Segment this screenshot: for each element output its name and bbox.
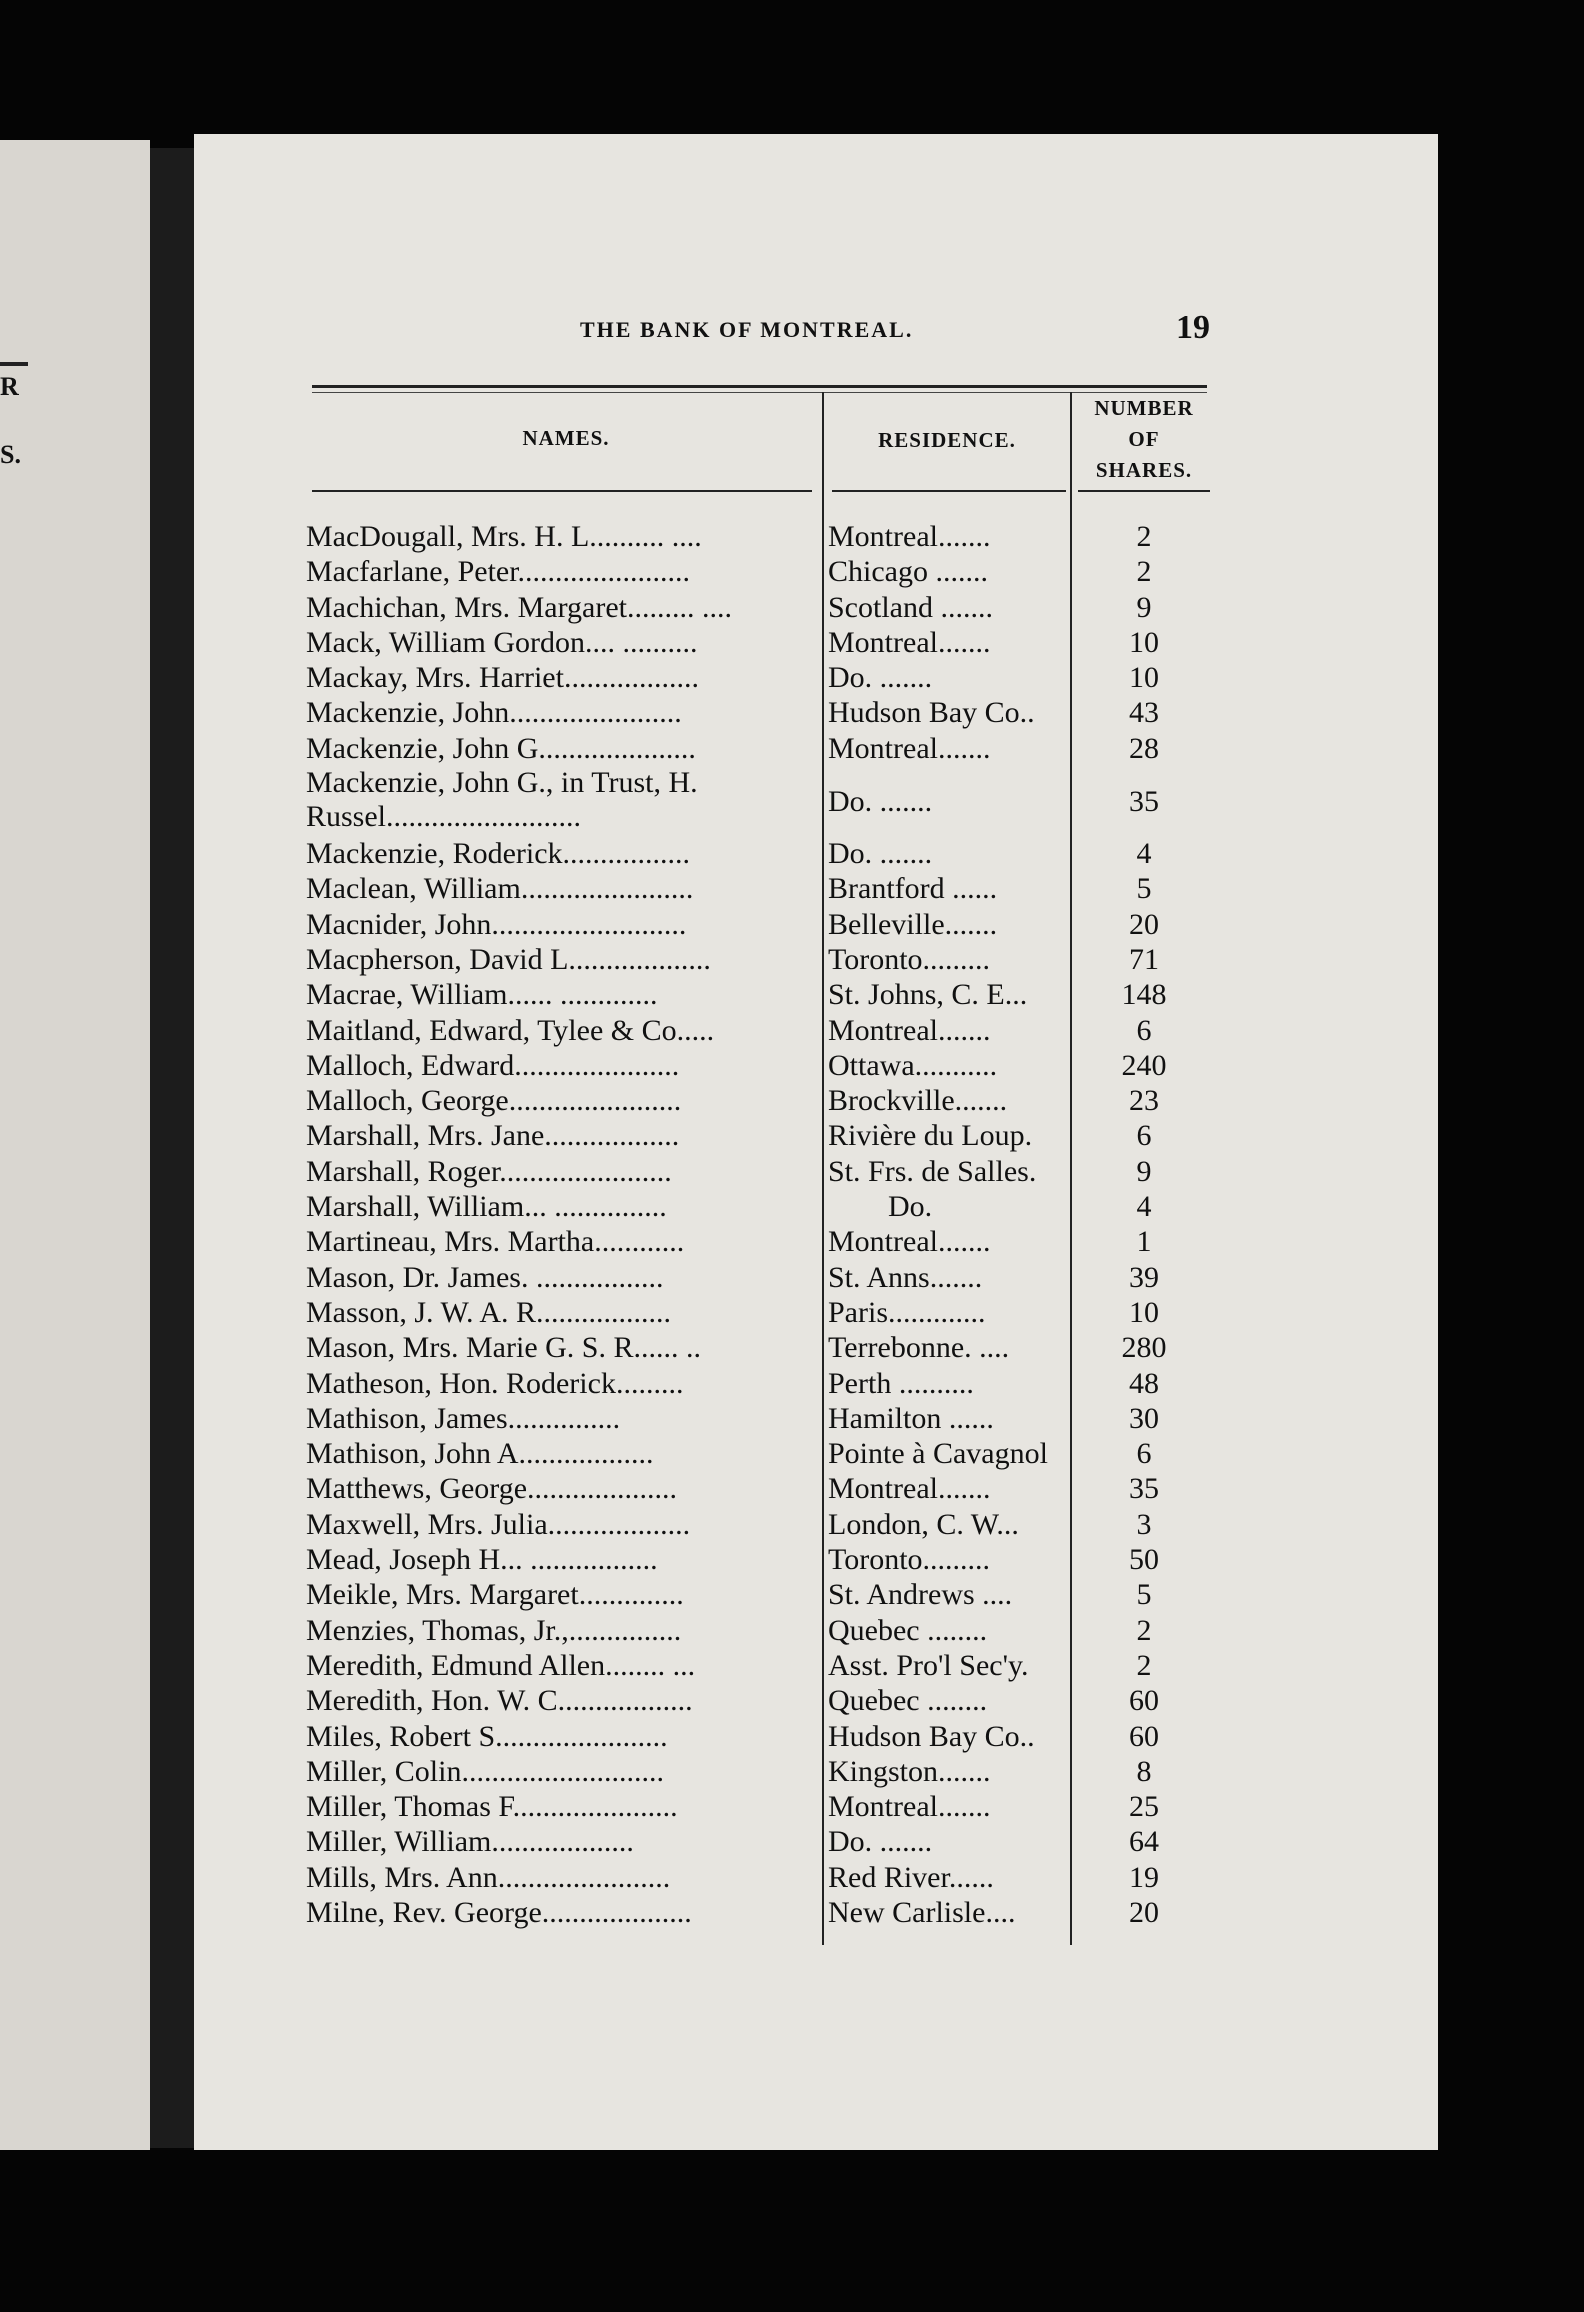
residence: Montreal....... xyxy=(828,520,991,553)
residence: Montreal....... xyxy=(828,1472,991,1506)
table-row xyxy=(0,1613,1584,1648)
table-row xyxy=(0,1754,1584,1789)
table-row xyxy=(0,1330,1584,1365)
table-row xyxy=(0,1824,1584,1859)
residence: Perth .......... xyxy=(828,1366,974,1400)
share-count: 9 xyxy=(1136,590,1152,624)
column-header-shares xyxy=(1074,393,1214,486)
table-row xyxy=(0,695,1584,730)
residence: London, C. W... xyxy=(828,1507,1019,1541)
table-row xyxy=(0,977,1584,1012)
column-underline xyxy=(1078,490,1210,492)
residence: Terrebonne. .... xyxy=(828,1331,1010,1365)
shareholder-name: Macfarlane, Peter....................... xyxy=(306,555,691,589)
shareholder-name: Masson, J. W. A. R.................. xyxy=(306,1295,672,1329)
shareholder-name: Miles, Robert S....................... xyxy=(306,1719,668,1753)
shareholder-name: Matheson, Hon. Roderick......... xyxy=(306,1366,684,1400)
table-row xyxy=(0,660,1584,695)
table-row xyxy=(0,1013,1584,1048)
running-header: THE BANK OF MONTREAL. xyxy=(580,317,914,342)
shareholder-name: Mackenzie, John G..................... xyxy=(306,731,696,765)
table-row xyxy=(0,1260,1584,1295)
shareholder-name: Malloch, George....................... xyxy=(306,1084,682,1118)
column-header-names: NAMES. xyxy=(522,426,610,450)
share-count: 20 xyxy=(1129,1895,1159,1929)
page-number: 19 xyxy=(1176,309,1210,346)
residence: New Carlisle.... xyxy=(828,1895,1016,1929)
shareholder-name: Mead, Joseph H... ................. xyxy=(306,1543,658,1577)
share-count: 60 xyxy=(1129,1684,1159,1718)
table-row xyxy=(0,1789,1584,1824)
residence: St. Johns, C. E... xyxy=(828,978,1028,1012)
residence: Montreal....... xyxy=(828,1225,991,1259)
shareholder-name: Milne, Rev. George.................... xyxy=(306,1895,692,1929)
column-header-shares-line: SHARES. xyxy=(1095,458,1193,482)
residence: St. Andrews .... xyxy=(828,1578,1013,1612)
shareholder-name: Meredith, Edmund Allen........ ... xyxy=(306,1648,696,1682)
share-count: 4 xyxy=(1136,837,1152,871)
shareholder-name: Machichan, Mrs. Margaret......... .... xyxy=(306,590,733,624)
residence: Toronto......... xyxy=(828,942,991,976)
table-row xyxy=(0,1118,1584,1153)
residence: Do. xyxy=(888,1190,933,1224)
header-rule-thin xyxy=(312,392,1207,393)
shareholder-name: Mathison, John A.................. xyxy=(306,1437,654,1471)
share-count: 2 xyxy=(1136,1648,1152,1682)
table-row xyxy=(0,1895,1584,1930)
residence: Red River...... xyxy=(828,1860,994,1894)
table-row xyxy=(0,836,1584,871)
residence: Belleville....... xyxy=(828,907,998,941)
table-row xyxy=(0,590,1584,625)
shareholder-name: Marshall, Roger....................... xyxy=(306,1154,672,1188)
table-row xyxy=(0,731,1584,766)
residence: Hudson Bay Co.. xyxy=(828,1719,1035,1753)
table-row xyxy=(0,1507,1584,1542)
share-count: 240 xyxy=(1121,1048,1167,1082)
share-count: 9 xyxy=(1136,1154,1152,1188)
shareholder-name: Miller, Colin........................... xyxy=(306,1754,664,1788)
residence: Pointe à Cavagnol xyxy=(828,1437,1048,1471)
table-row xyxy=(0,766,1584,836)
share-count: 5 xyxy=(1136,872,1152,906)
share-count: 48 xyxy=(1129,1366,1159,1400)
table-row xyxy=(0,1366,1584,1401)
share-count: 35 xyxy=(1129,785,1159,819)
share-count: 28 xyxy=(1129,731,1159,765)
share-count: 25 xyxy=(1129,1790,1159,1824)
column-underline xyxy=(832,490,1066,492)
residence: St. Frs. de Salles. xyxy=(828,1154,1037,1188)
table-row xyxy=(0,1224,1584,1259)
shareholder-name: Matthews, George.................... xyxy=(306,1472,678,1506)
share-count: 20 xyxy=(1129,907,1159,941)
share-count: 10 xyxy=(1129,1295,1159,1329)
column-header-residence: RESIDENCE. xyxy=(878,428,1016,452)
shareholder-name: Macnider, John.......................... xyxy=(306,907,687,941)
share-count: 148 xyxy=(1121,978,1167,1012)
residence: Quebec ........ xyxy=(828,1613,988,1647)
table-row xyxy=(0,907,1584,942)
shareholder-name: Miller, William................... xyxy=(306,1825,634,1859)
residence: Chicago ....... xyxy=(828,555,988,589)
shareholder-table xyxy=(0,519,1584,1930)
shareholder-name: Macrae, William...... ............. xyxy=(306,978,658,1012)
table-row xyxy=(0,1401,1584,1436)
column-header-shares-line: OF xyxy=(1128,427,1160,451)
left-page-fragment: R xyxy=(0,372,19,401)
residence: Brockville....... xyxy=(828,1084,1008,1118)
share-count: 50 xyxy=(1129,1543,1159,1577)
table-row xyxy=(0,871,1584,906)
residence: Do. ....... xyxy=(828,1825,933,1859)
share-count: 4 xyxy=(1136,1190,1152,1224)
table-row xyxy=(0,1648,1584,1683)
share-count: 43 xyxy=(1129,696,1159,730)
share-count: 35 xyxy=(1129,1472,1159,1506)
share-count: 5 xyxy=(1136,1578,1152,1612)
table-row xyxy=(0,1295,1584,1330)
table-row xyxy=(0,1471,1584,1506)
share-count: 39 xyxy=(1129,1260,1159,1294)
share-count: 6 xyxy=(1136,1119,1152,1153)
table-row xyxy=(0,1719,1584,1754)
residence: Do. ....... xyxy=(828,661,933,695)
share-count: 2 xyxy=(1136,520,1152,553)
column-header-shares-line: NUMBER xyxy=(1094,396,1194,420)
residence: Asst. Pro'l Sec'y. xyxy=(828,1648,1029,1682)
residence: Scotland ....... xyxy=(828,590,993,624)
residence: St. Anns....... xyxy=(828,1260,983,1294)
share-count: 3 xyxy=(1136,1507,1152,1541)
share-count: 1 xyxy=(1136,1225,1152,1259)
left-page-fragment: S. xyxy=(0,440,21,469)
table-row xyxy=(0,1048,1584,1083)
shareholder-name: Maclean, William....................... xyxy=(306,872,694,906)
table-row xyxy=(0,519,1584,554)
share-count: 64 xyxy=(1129,1825,1159,1859)
residence: Hamilton ...... xyxy=(828,1401,994,1435)
shareholder-name: Mackenzie, John G., in Trust, H. Russel.......................... xyxy=(306,766,698,834)
table-row xyxy=(0,942,1584,977)
residence: Montreal....... xyxy=(828,1790,991,1824)
shareholder-name: Marshall, William... ............... xyxy=(306,1190,667,1224)
shareholder-name: Mathison, James............... xyxy=(306,1401,621,1435)
shareholder-name: Macpherson, David L................... xyxy=(306,942,711,976)
shareholder-name: Meikle, Mrs. Margaret.............. xyxy=(306,1578,684,1612)
table-row xyxy=(0,1189,1584,1224)
share-count: 8 xyxy=(1136,1754,1152,1788)
residence: Brantford ...... xyxy=(828,872,998,906)
share-count: 10 xyxy=(1129,625,1159,659)
share-count: 2 xyxy=(1136,1613,1152,1647)
residence: Rivière du Loup. xyxy=(828,1119,1033,1153)
residence: Montreal....... xyxy=(828,625,991,659)
shareholder-name: Meredith, Hon. W. C.................. xyxy=(306,1684,693,1718)
share-count: 71 xyxy=(1129,942,1159,976)
table-row xyxy=(0,625,1584,660)
share-count: 280 xyxy=(1121,1331,1167,1365)
shareholder-name: Mackenzie, John....................... xyxy=(306,696,682,730)
share-count: 10 xyxy=(1129,661,1159,695)
share-count: 2 xyxy=(1136,555,1152,589)
residence: Montreal....... xyxy=(828,1013,991,1047)
residence: Ottawa........... xyxy=(828,1048,998,1082)
table-row xyxy=(0,554,1584,589)
shareholder-name: Maitland, Edward, Tylee & Co..... xyxy=(306,1013,715,1047)
shareholder-name: Mason, Dr. James. ................. xyxy=(306,1260,664,1294)
residence: Do. ....... xyxy=(828,837,933,871)
share-count: 6 xyxy=(1136,1013,1152,1047)
residence: Kingston....... xyxy=(828,1754,991,1788)
share-count: 30 xyxy=(1129,1401,1159,1435)
table-row xyxy=(0,1436,1584,1471)
residence: Paris............. xyxy=(828,1295,986,1329)
shareholder-name: Malloch, Edward...................... xyxy=(306,1048,680,1082)
shareholder-name: Mackenzie, Roderick................. xyxy=(306,837,691,871)
shareholder-name: Miller, Thomas F...................... xyxy=(306,1790,678,1824)
shareholder-name: Marshall, Mrs. Jane.................. xyxy=(306,1119,680,1153)
residence: Hudson Bay Co.. xyxy=(828,696,1035,730)
residence: Do. ....... xyxy=(828,785,933,819)
share-count: 23 xyxy=(1129,1084,1159,1118)
share-count: 19 xyxy=(1129,1860,1159,1894)
residence: Quebec ........ xyxy=(828,1684,988,1718)
shareholder-name: Mason, Mrs. Marie G. S. R...... .. xyxy=(306,1331,701,1365)
shareholder-name: MacDougall, Mrs. H. L.......... .... xyxy=(306,520,702,553)
table-row xyxy=(0,1683,1584,1718)
header-rule xyxy=(312,385,1207,388)
share-count: 6 xyxy=(1136,1437,1152,1471)
shareholder-name: Martineau, Mrs. Martha............ xyxy=(306,1225,685,1259)
table-row xyxy=(0,1154,1584,1189)
left-page-rule xyxy=(0,362,28,366)
table-row xyxy=(0,1542,1584,1577)
shareholder-name: Mackay, Mrs. Harriet.................. xyxy=(306,661,699,695)
residence: Montreal....... xyxy=(828,731,991,765)
shareholder-name: Menzies, Thomas, Jr.,............... xyxy=(306,1613,682,1647)
share-count: 60 xyxy=(1129,1719,1159,1753)
residence: Toronto......... xyxy=(828,1543,991,1577)
table-row xyxy=(0,1860,1584,1895)
table-row xyxy=(0,1577,1584,1612)
shareholder-name: Mack, William Gordon.... .......... xyxy=(306,625,698,659)
column-underline xyxy=(312,490,812,492)
shareholder-name: Maxwell, Mrs. Julia................... xyxy=(306,1507,691,1541)
shareholder-name: Mills, Mrs. Ann....................... xyxy=(306,1860,671,1894)
table-row xyxy=(0,1083,1584,1118)
